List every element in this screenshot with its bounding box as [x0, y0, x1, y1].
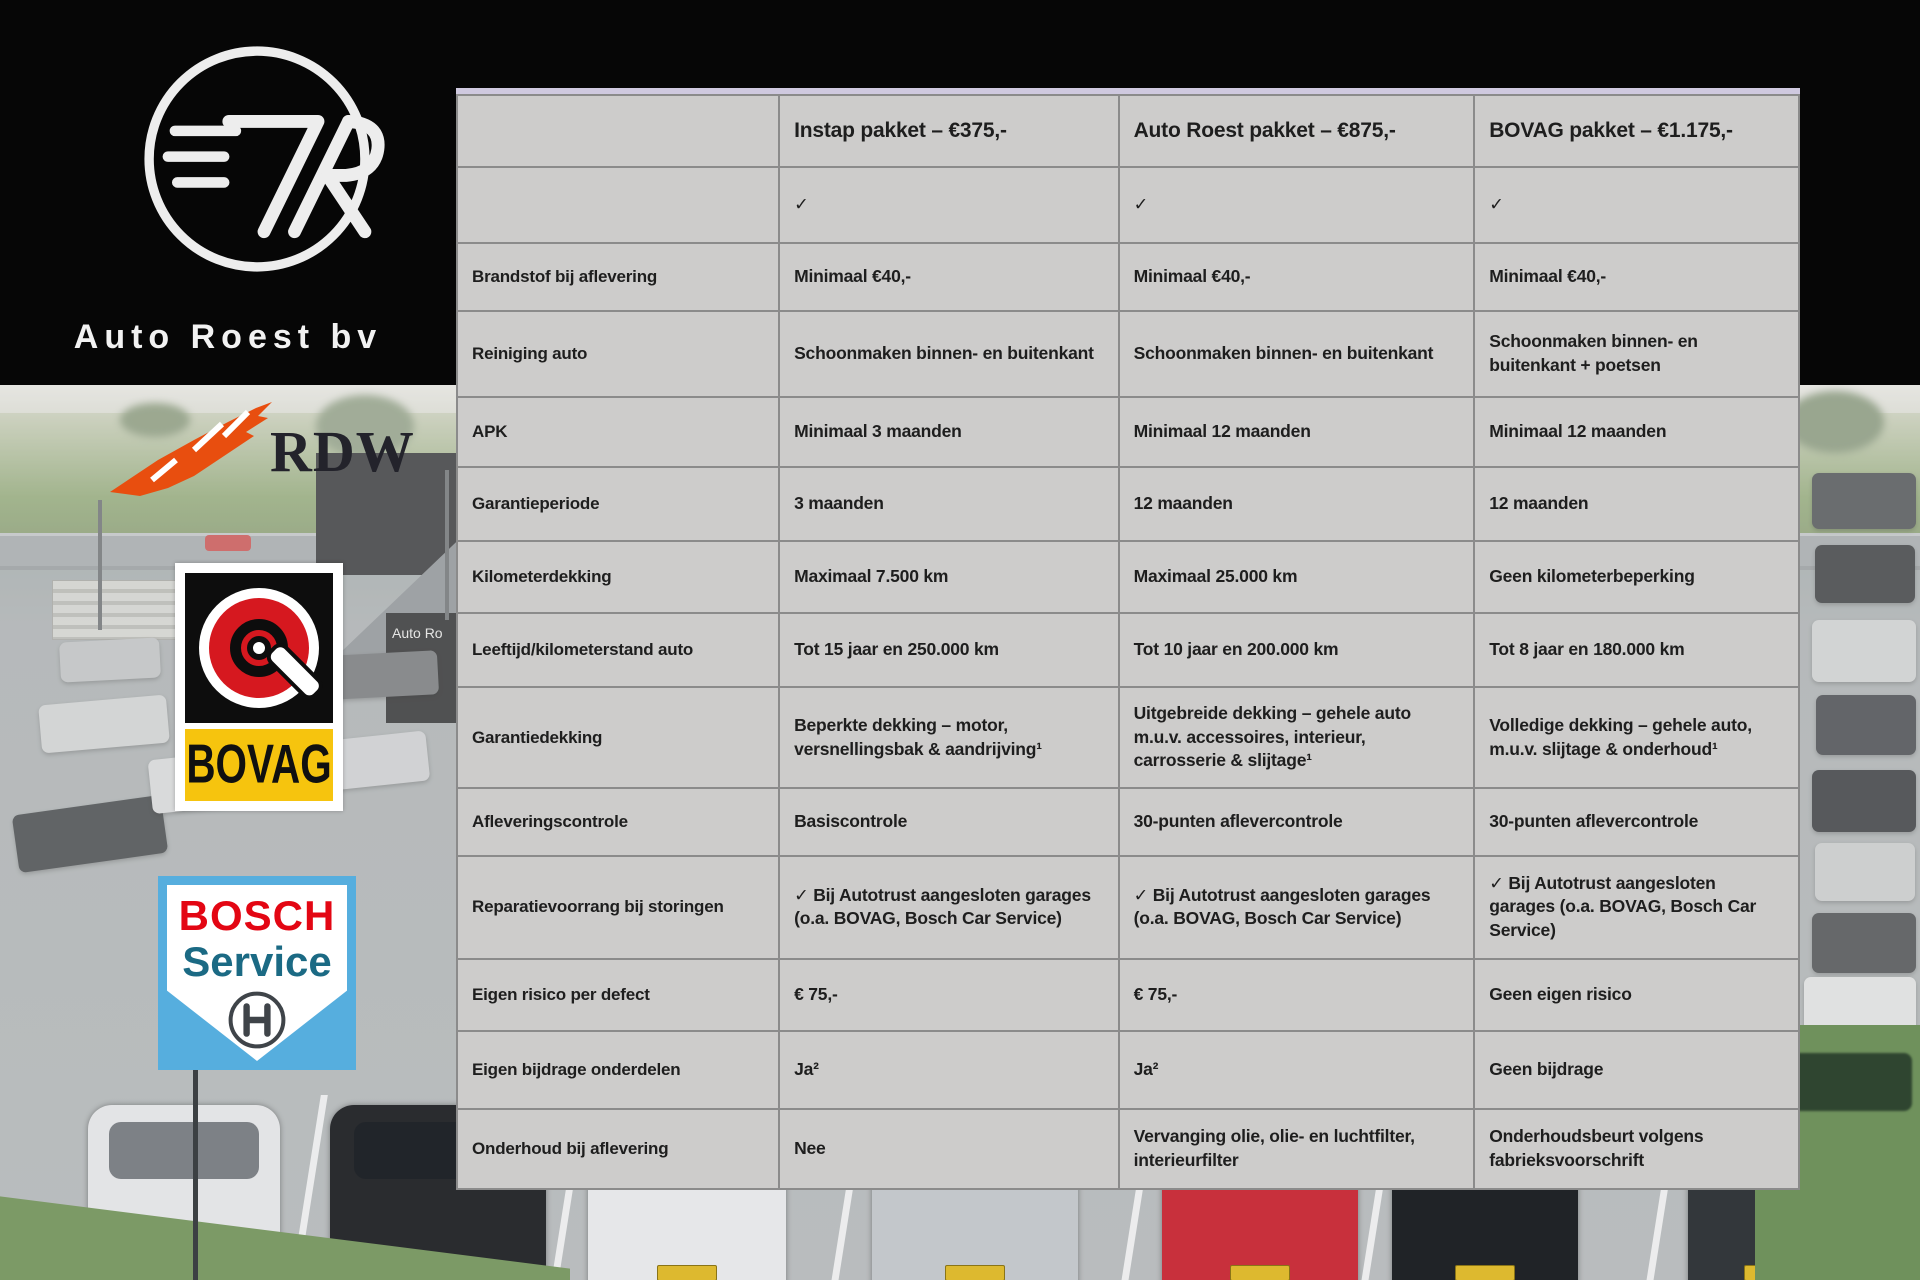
row-label: Garantieperiode: [457, 467, 779, 541]
cell: Minimaal €40,-: [779, 243, 1119, 311]
table-row: [457, 167, 1799, 243]
column-header: BOVAG pakket – €1.175,-: [1474, 95, 1799, 167]
cell: Geen kilometerbeperking: [1474, 541, 1799, 613]
row-label: Kilometerdekking: [457, 541, 779, 613]
table-row: [457, 397, 1799, 467]
table-row: [457, 311, 1799, 397]
cell: Minimaal 12 maanden: [1119, 397, 1475, 467]
row-label: Onderhoud bij aflevering: [457, 1109, 779, 1189]
cell: € 75,-: [779, 959, 1119, 1031]
bosch-wordmark: BOSCH: [178, 892, 336, 939]
brand-name: Auto Roest bv: [73, 318, 383, 356]
cell: Tot 8 jaar en 180.000 km: [1474, 613, 1799, 687]
cell: Beperkte dekking – motor, versnellingsbak & aandrijving¹: [779, 687, 1119, 788]
cell: 12 maanden: [1474, 467, 1799, 541]
bovag-emblem-icon: [185, 573, 333, 723]
table-row: [457, 856, 1799, 959]
package-comparison-table: [456, 88, 1800, 1190]
cell: Minimaal €40,-: [1474, 243, 1799, 311]
license-plate: [657, 1265, 717, 1280]
building-sign: Auto Ro: [392, 625, 443, 641]
table-row: [457, 1031, 1799, 1109]
rdw-wing-icon: [106, 400, 276, 510]
cell: Vervanging olie, olie- en luchtfilter, interieurfilter: [1119, 1109, 1475, 1189]
row-label: Reparatievoorrang bij storingen: [457, 856, 779, 959]
bovag-wordmark: BOVAG: [186, 733, 332, 795]
bosch-service-wordmark: Service: [182, 938, 332, 985]
cell: € 75,-: [1119, 959, 1475, 1031]
row-label: Brandstof bij aflevering: [457, 243, 779, 311]
cell: Minimaal €40,-: [1119, 243, 1475, 311]
cell: 30-punten aflevercontrole: [1119, 788, 1475, 856]
cell: Uitgebreide dekking – gehele auto m.u.v. accessoires, interieur, carrosserie & slijtage¹: [1119, 687, 1475, 788]
cell: Volledige dekking – gehele auto, m.u.v. slijtage & onderhoud¹: [1474, 687, 1799, 788]
table-row: [457, 613, 1799, 687]
bosch-service-logo: [158, 876, 356, 1070]
row-label: Eigen bijdrage onderdelen: [457, 1031, 779, 1109]
cell: Basiscontrole: [779, 788, 1119, 856]
cell: ✓ Bij Autotrust aangesloten garages (o.a. BOVAG, Bosch Car Service): [779, 856, 1119, 959]
cell: 3 maanden: [779, 467, 1119, 541]
rdw-wordmark: RDW: [270, 419, 415, 484]
row-label: [457, 167, 779, 243]
cell: Ja²: [779, 1031, 1119, 1109]
cell: Geen eigen risico: [1474, 959, 1799, 1031]
cell: 12 maanden: [1119, 467, 1475, 541]
license-plate: [1230, 1265, 1290, 1280]
table-row: [457, 467, 1799, 541]
row-label: Reiniging auto: [457, 311, 779, 397]
cell: 30-punten aflevercontrole: [1474, 788, 1799, 856]
column-header: Instap pakket – €375,-: [779, 95, 1119, 167]
corner-cell: [457, 95, 779, 167]
row-label: Eigen risico per defect: [457, 959, 779, 1031]
cell: Onderhoudsbeurt volgens fabrieksvoorschrift: [1474, 1109, 1799, 1189]
bosch-armature-icon: [225, 988, 289, 1052]
cell: Minimaal 3 maanden: [779, 397, 1119, 467]
car-windshield: [109, 1122, 259, 1179]
cell: Tot 10 jaar en 200.000 km: [1119, 613, 1475, 687]
cell: Maximaal 25.000 km: [1119, 541, 1475, 613]
cell: Nee: [779, 1109, 1119, 1189]
cell: Tot 15 jaar en 250.000 km: [779, 613, 1119, 687]
table-row: [457, 243, 1799, 311]
table-row: [457, 959, 1799, 1031]
cell: Geen bijdrage: [1474, 1031, 1799, 1109]
table-row: [457, 788, 1799, 856]
column-header: Auto Roest pakket – €875,-: [1119, 95, 1475, 167]
bovag-wordmark-band: [185, 729, 333, 801]
rdw-logo: [106, 400, 415, 510]
bovag-logo: [175, 563, 343, 811]
row-label: Garantiedekking: [457, 687, 779, 788]
cell: Ja²: [1119, 1031, 1475, 1109]
table-row: [457, 687, 1799, 788]
cell: Minimaal 12 maanden: [1474, 397, 1799, 467]
lamppost: [193, 1035, 198, 1280]
cell: Schoonmaken binnen- en buitenkant + poetsen: [1474, 311, 1799, 397]
cell: Maximaal 7.500 km: [779, 541, 1119, 613]
cell: ✓ Bij Autotrust aangesloten garages (o.a. BOVAG, Bosch Car Service): [1474, 856, 1799, 959]
cell: ✓: [779, 167, 1119, 243]
cell: ✓ Bij Autotrust aangesloten garages (o.a. BOVAG, Bosch Car Service): [1119, 856, 1475, 959]
table-header-row: [457, 95, 1799, 167]
license-plate: [1455, 1265, 1515, 1280]
table-row: [457, 541, 1799, 613]
cell: ✓: [1119, 167, 1475, 243]
row-label: Afleveringscontrole: [457, 788, 779, 856]
auto-roest-logo-icon: [128, 30, 386, 288]
row-label: APK: [457, 397, 779, 467]
table-row: [457, 1109, 1799, 1189]
cell: ✓: [1474, 167, 1799, 243]
row-label: Leeftijd/kilometerstand auto: [457, 613, 779, 687]
cell: Schoonmaken binnen- en buitenkant: [779, 311, 1119, 397]
cell: Schoonmaken binnen- en buitenkant: [1119, 311, 1475, 397]
license-plate: [945, 1265, 1005, 1280]
